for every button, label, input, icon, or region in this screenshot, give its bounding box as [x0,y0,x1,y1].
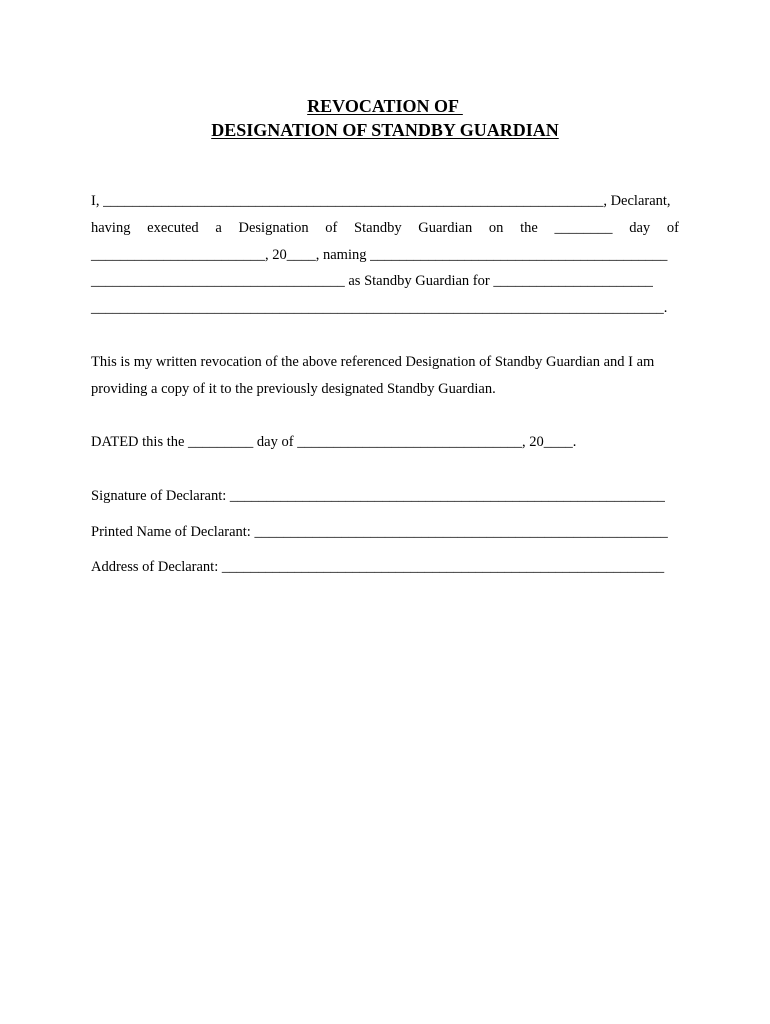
dated-line: DATED this the _________ day of _______________________________, 20____. [91,434,577,450]
address-line: Address of Declarant: _____________________________________________________________ [91,559,665,575]
signature-line: Signature of Declarant: ____________________________________________________________ [91,488,665,504]
word: Standby [354,220,402,236]
word: day [629,220,651,236]
word: having [91,220,131,236]
word: of [325,220,338,236]
executed-designation-line [91,218,679,238]
day-blank: ________ [554,220,613,236]
naming-line: ________________________, 20____, naming _________________________________________ [91,247,668,263]
word: Designation [238,220,309,236]
document-title-line-2: DESIGNATION OF STANDBY GUARDIAN [211,120,559,140]
word: a [215,220,222,236]
declarant-name-line: I, _____________________________________________________________________, Declarant, [91,193,671,209]
word: the [520,220,538,236]
word: of [666,220,679,236]
document-title-line-1: REVOCATION OF [307,96,463,116]
revocation-statement-line-1: This is my written revocation of the above referenced Designation of Standby Guardian and I am [91,354,655,370]
word: executed [147,220,199,236]
printed-name-line: Printed Name of Declarant: _________________________________________________________ [91,524,668,540]
revocation-statement-line-2: providing a copy of it to the previously designated Standby Guardian. [91,381,496,397]
standby-guardian-for-line: ___________________________________ as Standby Guardian for ______________________ [91,273,653,289]
word: on [488,220,504,236]
word: Guardian [418,220,473,236]
children-blank-line: _______________________________________________________________________________. [91,300,668,316]
